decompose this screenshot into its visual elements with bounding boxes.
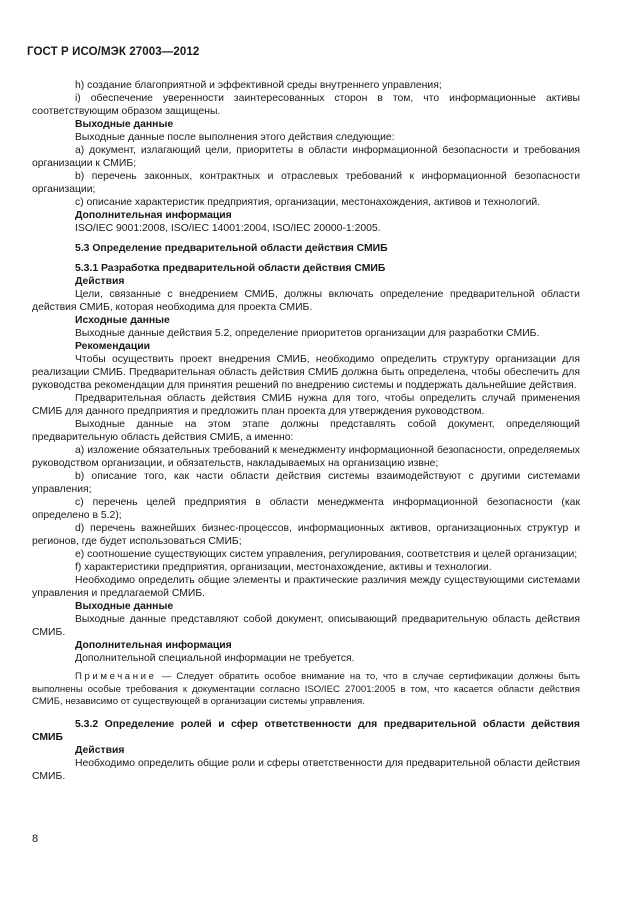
paragraph: Выходные данные представляют собой документ, описывающий предварительную область действия СМИБ. — [32, 614, 580, 638]
paragraph: Необходимо определить общие роли и сферы ответственности для предварительной области действия СМИБ. — [32, 758, 580, 783]
page-number: 8 — [32, 833, 39, 845]
paragraph: Чтобы осуществить проект внедрения СМИБ, необходимо определить структуру организации для реализации СМИБ. Предварительная область действия СМИБ должна быть определена, чтобы обеспечить для руководства рекомендации для принятия решений по внедрению системы и поддержать дальнейшие действия. — [32, 354, 580, 391]
paragraph: Цели, связанные с внедрением СМИБ, должны включать определение предварительной области действия СМИБ, которая необходима для проекта СМИБ. — [32, 289, 580, 313]
paragraph: Выходные данные после выполнения этого действия следующие: — [75, 132, 395, 143]
list-item-a: a) документ, излагающий цели, приоритеты в области информационной безопасности и требования организации к СМИБ; — [32, 145, 580, 169]
subheading-additional-info: Дополнительная информация — [75, 210, 232, 221]
list-item-c: c) описание характеристик предприятия, организации, местонахождения, активов и технологий. — [75, 197, 541, 208]
note-label: Примечание — [75, 671, 157, 682]
list-item-f: f) характеристики предприятия, организации, местонахождение, активы и технологии. — [75, 562, 492, 573]
subheading-actions: Действия — [75, 276, 125, 287]
list-item-h: h) создание благоприятной и эффективной среды внутреннего управления; — [75, 80, 442, 91]
note-text: — Следует обратить особое внимание на то, что в случае сертификации должны быть выполнены особые требования к документации согласно ISO/IEC 27001:2005 в том, что касается области действия СМИБ, независимо от существующей в организации системы управления. — [32, 671, 580, 708]
paragraph: ISO/IEC 9001:2008, ISO/IEC 14001:2004, ISO/IEC 20000-1:2005. — [75, 223, 381, 234]
subheading-output: Выходные данные — [75, 601, 174, 612]
list-item-d: d) перечень важнейших бизнес-процессов, информационных активов, организационных структур и регионов, где будет использоваться СМИБ; — [32, 523, 580, 547]
list-item-c: c) перечень целей предприятия в области менеджмента информационной безопасности (как определено в 5.2); — [32, 497, 580, 521]
subheading-recommendations: Рекомендации — [75, 341, 151, 352]
section-heading-5-3-1: 5.3.1 Разработка предварительной области действия СМИБ — [75, 263, 386, 274]
subheading-actions: Действия — [75, 745, 125, 757]
paragraph: Выходные данные действия 5.2, определение приоритетов организации для разработки СМИБ. — [75, 328, 540, 339]
list-item-i: i) обеспечение уверенности заинтересованных сторон в том, что информационные активы соответствующим образом защищены. — [32, 93, 580, 117]
list-item-b: b) перечень законных, контрактных и отраслевых требований к информационной безопасности организации; — [32, 171, 580, 195]
list-item-a: a) изложение обязательных требований к менеджменту информационной безопасности, определяемых руководством организации, и обязательств, накладываемых на организацию извне; — [32, 445, 580, 469]
page-body — [32, 79, 580, 783]
section-heading-5-3: 5.3 Определение предварительной области действия СМИБ — [75, 243, 388, 254]
paragraph: Необходимо определить общие элементы и практические различия между существующими системами управления и предлагаемой СМИБ. — [32, 575, 580, 599]
list-item-b: b) описание того, как части области действия системы взаимодействуют с другими системами управления; — [32, 471, 580, 495]
list-item-e: e) соотношение существующих систем управления, регулирования, соответствия и целей организации; — [75, 549, 578, 560]
subheading-output: Выходные данные — [75, 119, 174, 130]
paragraph: Предварительная область действия СМИБ нужна для того, чтобы определить случай применения СМИБ для данного предприятия и предложить план проекта для утверждения руководством. — [32, 393, 580, 417]
document-header: ГОСТ Р ИСО/МЭК 27003—2012 — [27, 46, 200, 58]
paragraph: Дополнительной специальной информации не требуется. — [75, 653, 355, 664]
paragraph: Выходные данные на этом этапе должны представлять собой документ, определяющий предварительную область действия СМИБ, а именно: — [32, 419, 580, 443]
section-heading-5-3-2: 5.3.2 Определение ролей и сфер ответственности для предварительной области действия СМИБ — [32, 719, 580, 744]
subheading-additional-info: Дополнительная информация — [75, 640, 232, 651]
note — [32, 671, 580, 709]
subheading-input: Исходные данные — [75, 315, 170, 326]
